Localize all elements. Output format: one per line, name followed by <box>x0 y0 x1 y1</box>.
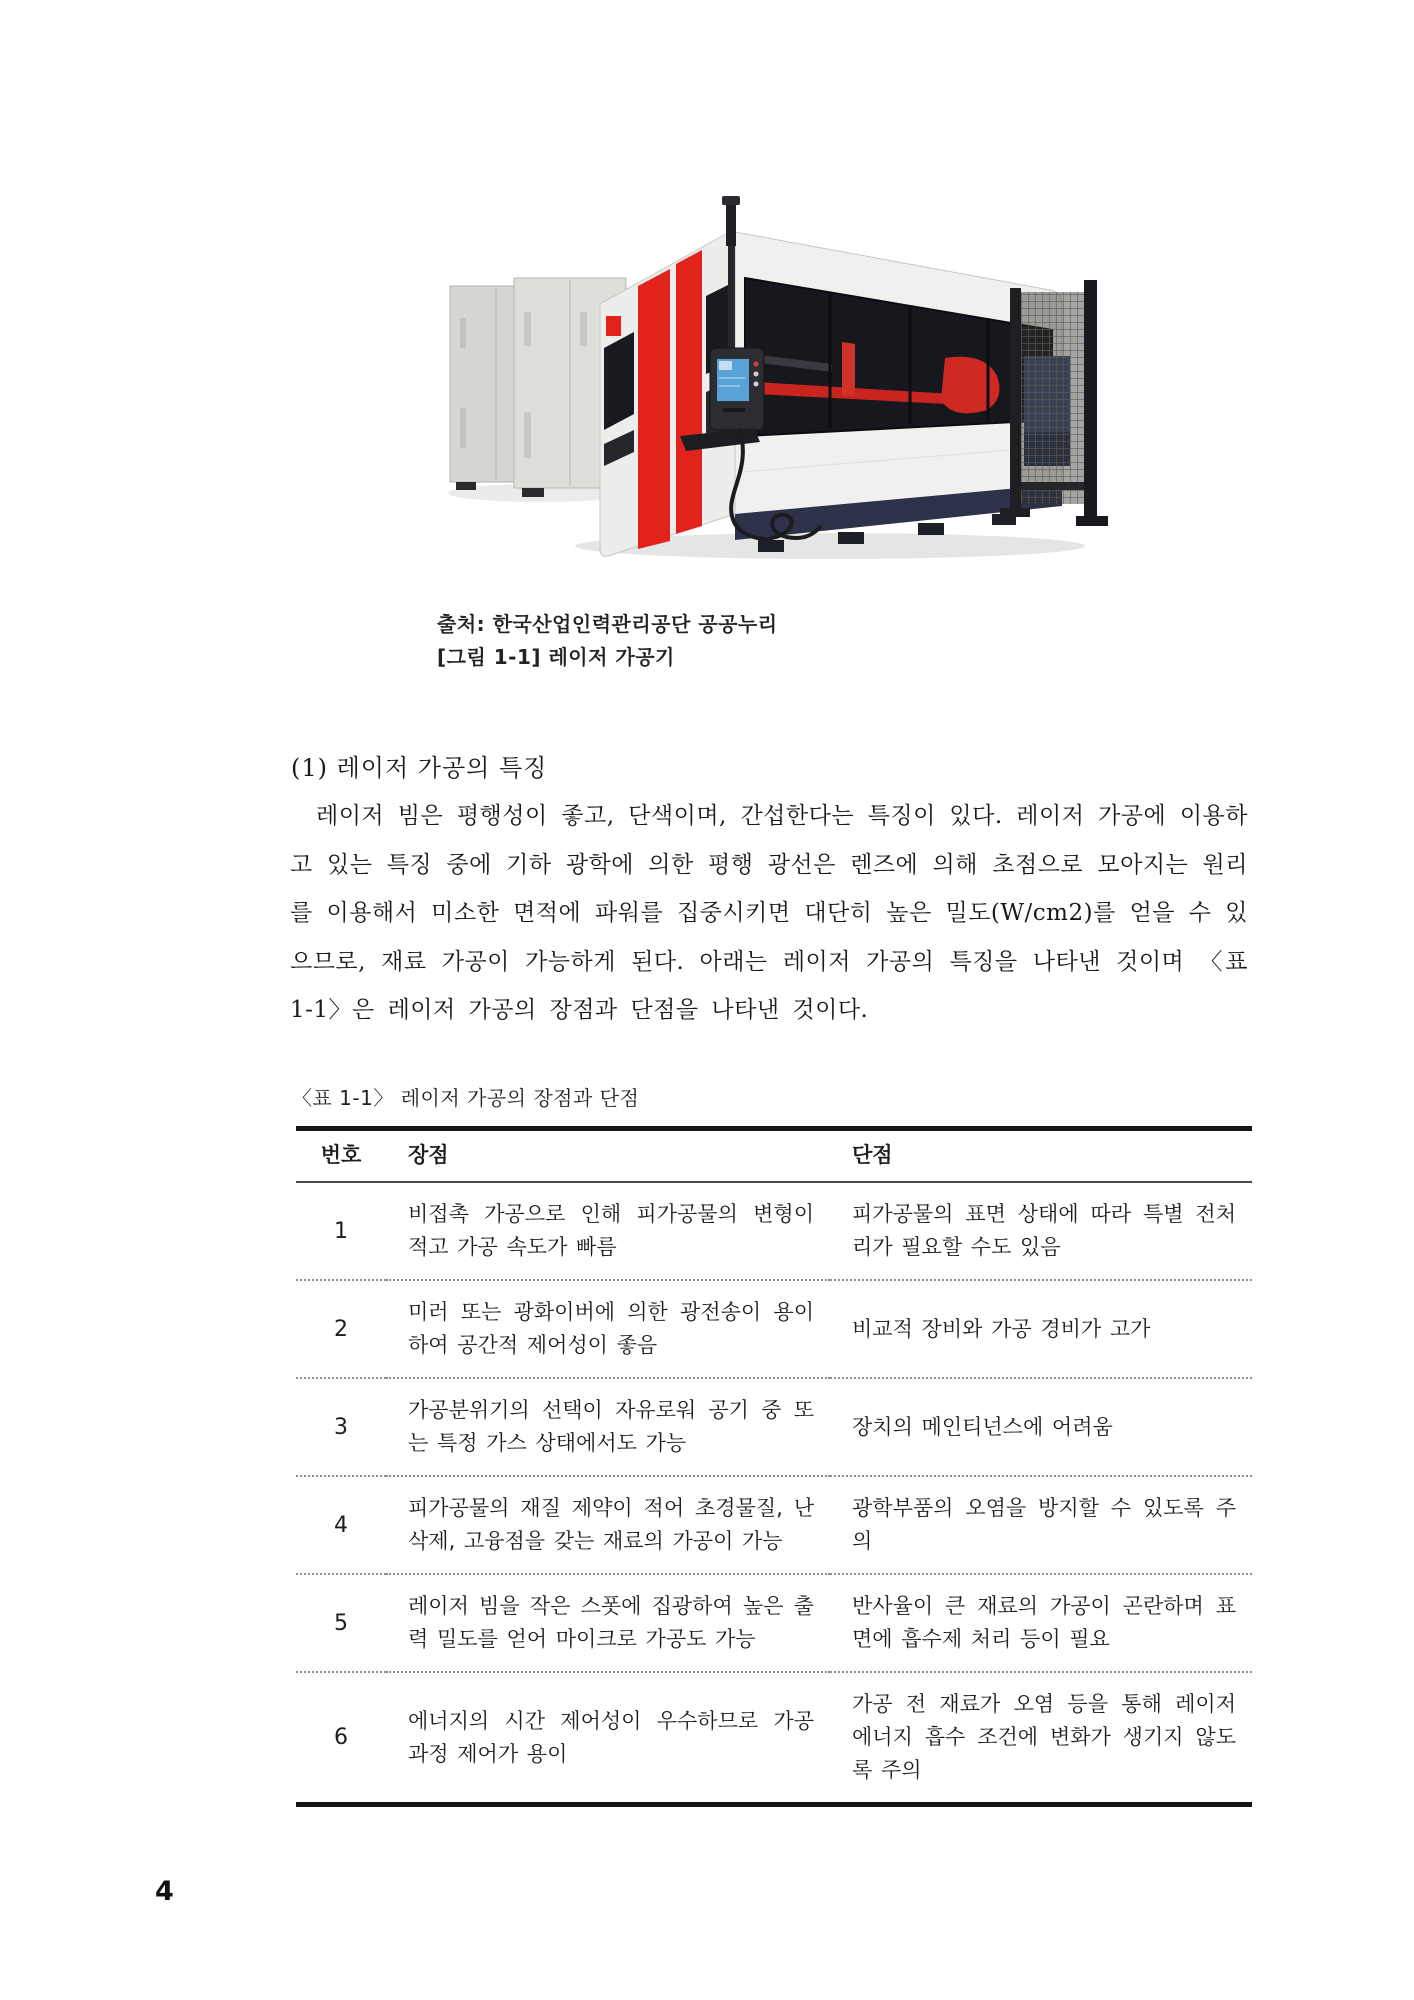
cell-disadvantage: 광학부품의 오염을 방지할 수 있도록 주의 <box>830 1476 1252 1574</box>
figure-caption <box>437 608 778 674</box>
table-row <box>296 1378 1252 1476</box>
table-row <box>296 1476 1252 1574</box>
section-heading: (1) 레이저 가공의 특징 <box>291 754 548 782</box>
cell-no: 4 <box>296 1476 386 1574</box>
page-number: 4 <box>155 1876 174 1907</box>
safety-fence <box>1000 280 1108 526</box>
laser-machine-illustration <box>440 196 1112 568</box>
figure-source: 출처: 한국산업인력관리공단 공공누리 <box>437 612 778 636</box>
cell-advantage: 비접촉 가공으로 인해 피가공물의 변형이 적고 가공 속도가 빠름 <box>408 1202 814 1259</box>
cell-disadvantage: 반사율이 큰 재료의 가공이 곤란하며 표면에 흡수제 처리 등이 필요 <box>830 1574 1252 1672</box>
cell-disadvantage: 장치의 메인티넌스에 어려움 <box>830 1378 1252 1476</box>
col-header-disadvantage: 단점 <box>830 1129 1252 1183</box>
col-header-advantage: 장점 <box>386 1129 830 1183</box>
table-header-row <box>296 1129 1252 1183</box>
body-paragraph: 레이저 빔은 평행성이 좋고, 단색이며, 간섭한다는 특징이 있다. 레이저 가공에 이용하고 있는 특징 중에 기하 광학에 의한 평행 광선은 렌즈에 의해 초점으로 모아지는 원리를 이용해서 미소한 면적에 파워를 집중시키면 대단히 높은 밀도(W/cm2)를 얻을 수 있으므로, 재료 가공이 가능하게 된다. 아래는 레이저 가공의 특징을 나타낸 것이며 〈표 1-1〉은 레이저 가공의 장점과 단점을 나타낸 것이다. <box>290 803 1248 1023</box>
cell-disadvantage: 피가공물의 표면 상태에 따라 특별 전처리가 필요할 수도 있음 <box>852 1202 1236 1259</box>
cell-advantage: 레이저 빔을 작은 스폿에 집광하여 높은 출력 밀도를 얻어 마이크로 가공도 가능 <box>386 1574 830 1672</box>
cell-advantage: 에너지의 시간 제어성이 우수하므로 가공 과정 제어가 용이 <box>386 1672 830 1805</box>
cell-advantage: 가공분위기의 선택이 자유로워 공기 중 또는 특정 가스 상태에서도 가능 <box>386 1378 830 1476</box>
cell-disadvantage: 가공 전 재료가 오염 등을 통해 레이저 에너지 흡수 조건에 변화가 생기지 않도록 주의 <box>830 1672 1252 1805</box>
table-caption: 〈표 1-1〉 레이저 가공의 장점과 단점 <box>292 1086 640 1110</box>
col-header-no: 번호 <box>296 1129 386 1183</box>
cell-no: 1 <box>334 1218 348 1244</box>
cell-disadvantage: 비교적 장비와 가공 경비가 고가 <box>830 1280 1252 1378</box>
cell-no: 5 <box>296 1574 386 1672</box>
cell-no: 2 <box>296 1280 386 1378</box>
table-row <box>296 1280 1252 1378</box>
table-row <box>296 1672 1252 1805</box>
cell-no: 3 <box>296 1378 386 1476</box>
cell-advantage: 피가공물의 재질 제약이 적어 초경물질, 난삭제, 고융점을 갖는 재료의 가공이 가능 <box>386 1476 830 1574</box>
cell-advantage: 미러 또는 광화이버에 의한 광전송이 용이하여 공간적 제어성이 좋음 <box>386 1280 830 1378</box>
figure-laser-machine <box>440 196 1112 568</box>
table-row <box>296 1182 1252 1280</box>
cell-no: 6 <box>296 1672 386 1805</box>
figure-label: [그림 1-1] 레이저 가공기 <box>437 645 675 669</box>
table-row <box>296 1574 1252 1672</box>
advantages-table <box>296 1126 1252 1807</box>
